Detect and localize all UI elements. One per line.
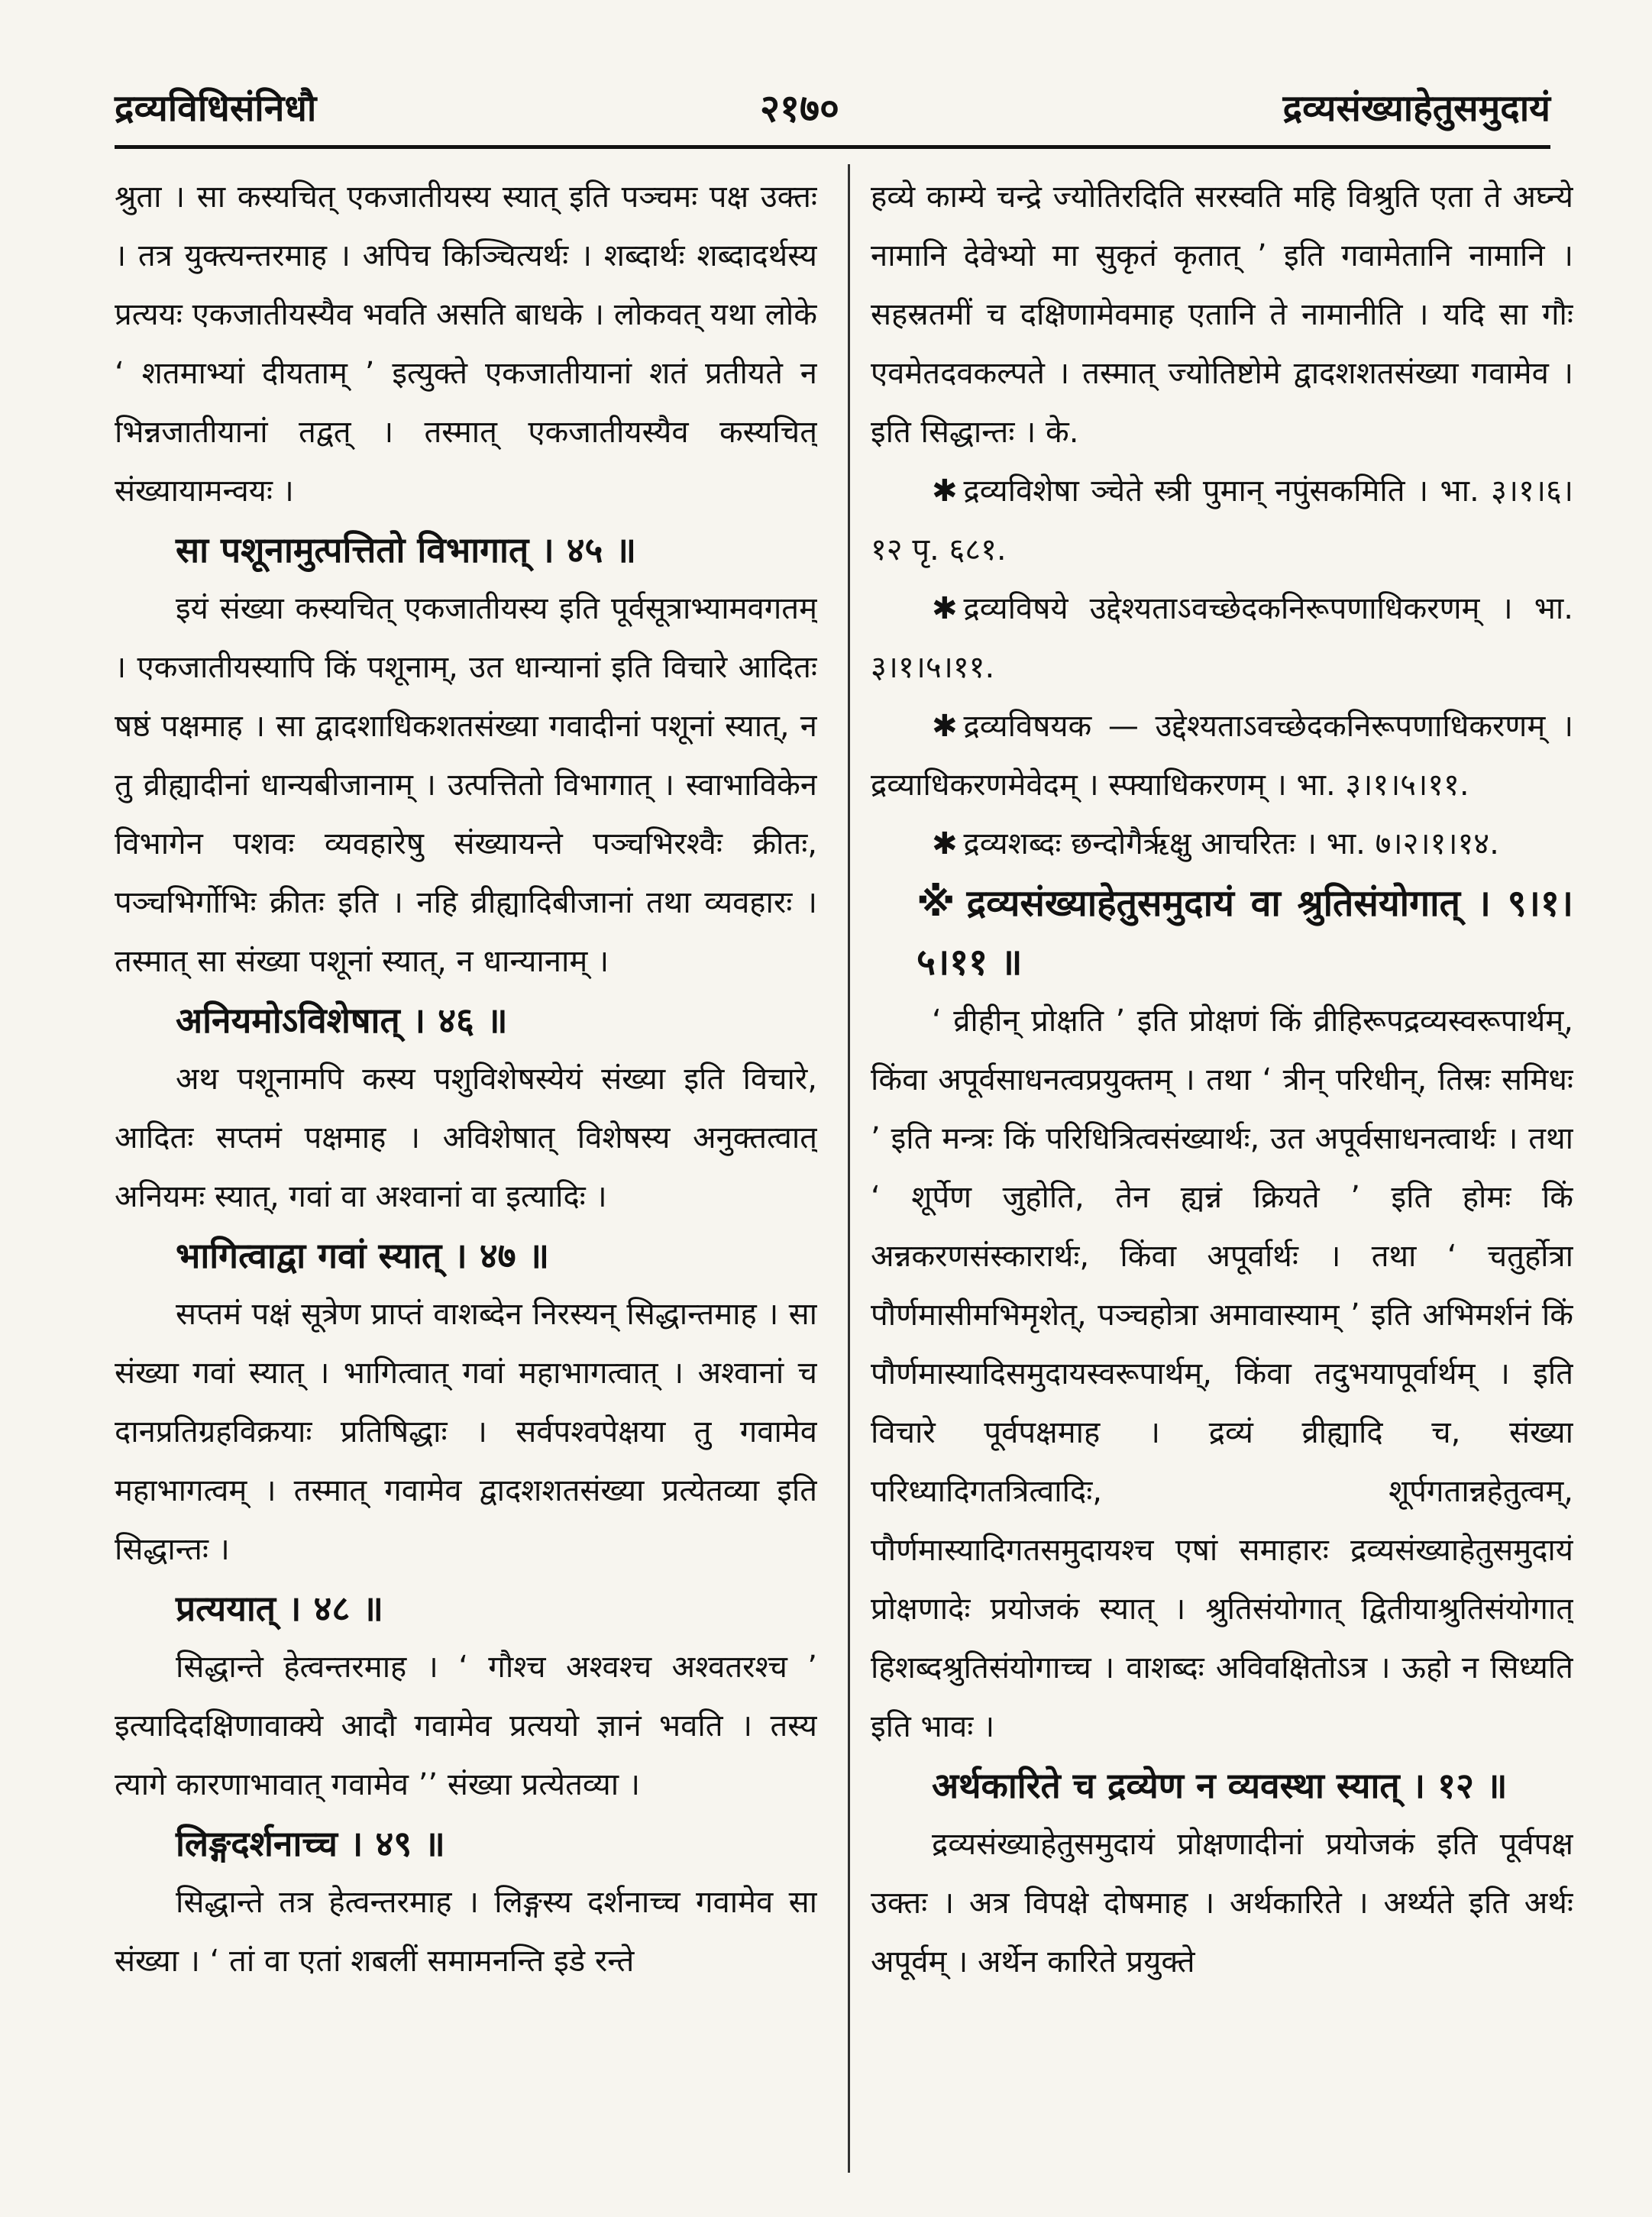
header-right-title: द्रव्यसंख्याहेतुसमुदायं xyxy=(1282,86,1550,130)
column-divider xyxy=(848,164,850,2173)
reference-text: द्रव्यशब्दः छन्दोगैर्ऋक्षु आचरितः । भा. ७।२।१।१४. xyxy=(963,826,1499,861)
paragraph: सप्तमं पक्षं सूत्रेण प्राप्तं वाशब्देन निरस्यन् सिद्धान्तमाह । सा संख्या गवां स्यात् । भागित्वात् गवां महाभागत्वात् । अश्वानां च दानप्रतिग्रहविक्रयाः प्रतिषिद्धाः । सर्वपश्वपेक्षया तु गवामेव महाभागत्वम् । तस्मात् गवामेव द्वादशशतसंख्या प्रत्येतव्या इति सिद्धान्तः । xyxy=(115,1297,817,1567)
sutra-heading-46: अनियमोऽविशेषात् । ४६ ॥ xyxy=(176,1000,508,1041)
paragraph: हव्ये काम्ये चन्द्रे ज्योतिरदिति सरस्वति महि विश्रुति एता ते अघ्न्ये नामानि देवेभ्यो मा सुकृतं कृतात् ’ इति गवामेतानि नामानि । सहस्रतमीं च दक्षिणामेवमाह एतानि ते नामानीति । यदि सा गौः एवमेतदवकल्पते । तस्मात् ज्योतिष्टोमे द्वादशशतसंख्या गवामेव । इति सिद्धान्तः । के. xyxy=(871,179,1573,450)
paragraph: श्रुता । सा कस्यचित् एकजातीयस्य स्यात् इति पञ्चमः पक्ष उक्तः । तत्र युक्त्यन्तरमाह । अपिच किञ्चित्यर्थः । शब्दार्थः शब्दादर्थस्य प्रत्ययः एकजातीयस्यैव भवति असति बाधके । लोकवत् यथा लोके ‘ शतमाभ्यां दीयताम् ’ इत्युक्ते एकजातीयानां शतं प्रतीयते न भिन्नजातीयानां तद्वत् । तस्मात् एकजातीयस्यैव कस्यचित् संख्यायामन्वयः । xyxy=(115,179,817,509)
paragraph: द्रव्यसंख्याहेतुसमुदायं प्रोक्षणादीनां प्रयोजकं इति पूर्वपक्ष उक्तः । अत्र विपक्षे दोषमाह । अर्थकारिते । अर्थ्यते इति अर्थः अपूर्वम् । अर्थेन कारिते प्रयुक्ते xyxy=(871,1827,1573,1979)
main-sutra-heading xyxy=(871,874,1573,992)
page-number: २१७० xyxy=(759,86,839,131)
reference-entry xyxy=(871,580,1573,697)
sutra-heading-49: लिङ्गदर्शनाच्च । ४९ ॥ xyxy=(176,1823,445,1864)
paragraph: ‘ व्रीहीन् प्रोक्षति ’ इति प्रोक्षणं किं व्रीहिरूपद्रव्यस्वरूपार्थम्, किंवा अपूर्वसाधनत्वप्रयुक्तम् । तथा ‘ त्रीन् परिधीन्, तिस्रः समिधः ’ इति मन्त्रः किं परिधित्रित्वसंख्यार्थः, उत अपूर्वसाधनत्वार्थः । तथा ‘ शूर्पेण जुहोति, तेन ह्यन्नं क्रियते ’ इति होमः किं अन्नकरणसंस्कारार्थः, किंवा अपूर्वार्थः । तथा ‘ चतुर्होत्रा पौर्णमासीमभिमृशेत्, पञ्चहोत्रा अमावास्याम् ’ इति अभिमर्शनं किं पौर्णमास्यादिसमुदायस्वरूपार्थम्, किंवा तदुभयापूर्वार्थम् । इति विचारे पूर्वपक्षमाह । द्रव्यं व्रीह्यादि च, संख्या परिध्यादिगतत्रित्वादिः, शूर्पगतान्नहेतुत्वम्, पौर्णमास्यादिगतसमुदायश्च एषां समाहारः द्रव्यसंख्याहेतुसमुदायं प्रोक्षणादेः प्रयोजकं स्यात् । श्रुतिसंयोगात् द्वितीयाश्रुतिसंयोगात् हिशब्दश्रुतिसंयोगाच्च । वाशब्दः अविवक्षितोऽत्र । ऊहो न सिध्यति इति भावः । xyxy=(871,1003,1573,1744)
paragraph: सिद्धान्ते तत्र हेत्वन्तरमाह । लिङ्गस्य दर्शनाच्च गवामेव सा संख्या । ‘ तां वा एतां शबलीं समामनन्ति इडे रन्ते xyxy=(115,1885,817,1979)
right-column xyxy=(871,168,1573,2169)
paragraph: अथ पशूनामपि कस्य पशुविशेषस्येयं संख्या इति विचारे, आदितः सप्तमं पक्षमाह । अविशेषात् विशेषस्य अनुक्तत्वात् अनियमः स्यात्, गवां वा अश्वानां वा इत्यादिः । xyxy=(115,1062,817,1214)
sutra-heading-45: सा पशूनामुत्पत्तितो विभागात् । ४५ ॥ xyxy=(176,529,637,570)
header-left-title: द्रव्यविधिसंनिधौ xyxy=(115,86,317,130)
asterisk-icon: ✱ xyxy=(932,473,958,509)
page-header xyxy=(115,76,1550,137)
sutra-heading-12: अर्थकारिते च द्रव्येण न व्यवस्था स्यात् । १२ ॥ xyxy=(932,1765,1508,1806)
reference-text: द्रव्यविषये उद्देश्यताऽवच्छेदकनिरूपणाधिकरणम् । भा. ३।१।५।११. xyxy=(871,591,1573,685)
sutra-heading-48: प्रत्ययात् । ४८ ॥ xyxy=(176,1588,383,1629)
reference-entry xyxy=(871,462,1573,580)
paragraph: इयं संख्या कस्यचित् एकजातीयस्य इति पूर्वसूत्राभ्यामवगतम् । एकजातीयस्यापि किं पशूनाम्, उत धान्यानां इति विचारे आदितः षष्ठं पक्षमाह । सा द्वादशाधिकशतसंख्या गवादीनां पशूनां स्यात्, न तु व्रीह्यादीनां धान्यबीजानाम् । उत्पत्तितो विभागात् । स्वाभाविकेन विभागेन पशवः व्यवहारेषु संख्यायन्ते पञ्चभिरश्वैः क्रीतः, पञ्चभिर्गोभिः क्रीतः इति । नहि व्रीह्यादिबीजानां तथा व्यवहारः । तस्मात् सा संख्या पशूनां स्यात्, न धान्यानाम् । xyxy=(115,591,817,979)
asterisk-icon: ✱ xyxy=(932,826,958,861)
asterisk-icon: ✱ xyxy=(932,709,958,744)
sutra-marker-icon: ※ xyxy=(917,880,959,926)
paragraph: सिद्धान्ते हेत्वन्तरमाह । ‘ गौश्च अश्वश्च अश्वतरश्च ’ इत्यादिदक्षिणावाक्ये आदौ गवामेव प्रत्ययो ज्ञानं भवति । तस्य त्यागे कारणाभावात् गवामेव ’’ संख्या प्रत्येतव्या । xyxy=(115,1650,817,1802)
header-rule xyxy=(115,145,1550,149)
reference-text: द्रव्यविशेषा ञ्चेते स्त्री पुमान् नपुंसकमिति । भा. ३।१।६।१२ पृ. ६८१. xyxy=(871,473,1573,567)
reference-text: द्रव्यविषयक — उद्देश्यताऽवच्छेदकनिरूपणाधिकरणम् । द्रव्याधिकरणमेवेदम् । स्फ्याधिकरणम् । भा. ३।१।५।११. xyxy=(871,709,1573,803)
sutra-heading-47: भागित्वाद्वा गवां स्यात् । ४७ ॥ xyxy=(176,1235,550,1276)
main-sutra-text: द्रव्यसंख्याहेतुसमुदायं वा श्रुतिसंयोगात् । ९।१।५।११ ॥ xyxy=(917,882,1573,984)
left-column xyxy=(115,168,817,2169)
reference-entry xyxy=(871,815,1573,874)
reference-entry xyxy=(871,697,1573,815)
asterisk-icon: ✱ xyxy=(932,591,958,626)
